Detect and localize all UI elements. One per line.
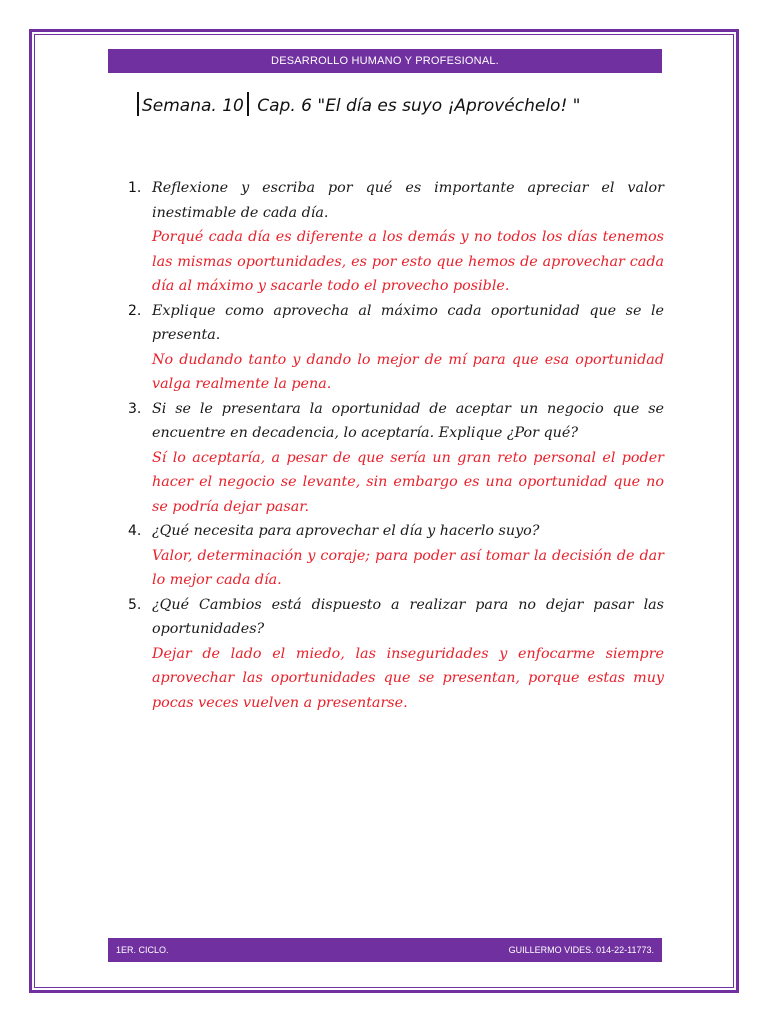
footer-bar (108, 938, 662, 962)
question-number: 1. (128, 180, 142, 196)
question-body (152, 176, 664, 299)
question-list (120, 176, 664, 715)
question-item (120, 519, 664, 593)
question-item (120, 299, 664, 397)
footer-author: GUILLERMO VIDES. 014-22-11773. (508, 945, 654, 955)
question-number: 5. (128, 596, 142, 613)
header-bar (108, 49, 662, 73)
question-text: Explique como aprovecha al máximo cada oportunidad que se le presenta. (152, 302, 664, 343)
answer-text: Sí lo aceptaría, a pesar de que sería un gran reto personal el poder hacer el negocio se levante, sin embargo es una oportunidad que no se podría dejar pasar. (152, 449, 664, 515)
question-body (152, 593, 664, 716)
page-title (134, 92, 654, 116)
answer-text: Porqué cada día es diferente a los demás y no todos los días tenemos las mismas oportunidades, es por esto que hemos de aprovechar cada día al máximo y sacarle todo el provecho posible. (152, 229, 664, 294)
question-number: 3. (128, 400, 142, 417)
question-text: Reflexione y escriba por qué es importante apreciar el valor inestimable de cada día. (152, 180, 664, 221)
question-text: Si se le presentara la oportunidad de aceptar un negocio que se encuentre en decadencia, lo aceptaría. Explique ¿Por qué? (152, 400, 664, 441)
question-body (152, 299, 664, 397)
question-number: 4. (128, 523, 142, 539)
question-item (120, 176, 664, 299)
question-text: ¿Qué Cambios está dispuesto a realizar para no dejar pasar las oportunidades? (152, 596, 664, 637)
question-number: 2. (128, 302, 142, 319)
title-week: Semana. 10 (142, 96, 244, 116)
answer-text: Valor, determinación y coraje; para poder así tomar la decisión de dar lo mejor cada día. (152, 547, 664, 588)
question-item (120, 397, 664, 520)
question-text: ¿Qué necesita para aprovechar el día y hacerlo suyo? (152, 523, 540, 539)
title-divider (247, 92, 249, 116)
question-body (152, 519, 664, 593)
title-chapter: Cap. 6 "El día es suyo ¡Aprovéchelo! " (257, 96, 581, 116)
title-divider (137, 92, 139, 116)
footer-cycle: 1ER. CICLO. (116, 945, 169, 955)
question-item (120, 593, 664, 716)
answer-text: No dudando tanto y dando lo mejor de mí para que esa oportunidad valga realmente la pena. (152, 351, 664, 392)
answer-text: Dejar de lado el miedo, las inseguridades y enfocarme siempre aprovechar las oportunidades que se presentan, porque estas muy pocas veces vuelven a presentarse. (152, 645, 664, 711)
header-title: DESARROLLO HUMANO Y PROFESIONAL. (271, 55, 499, 67)
question-body (152, 397, 664, 520)
